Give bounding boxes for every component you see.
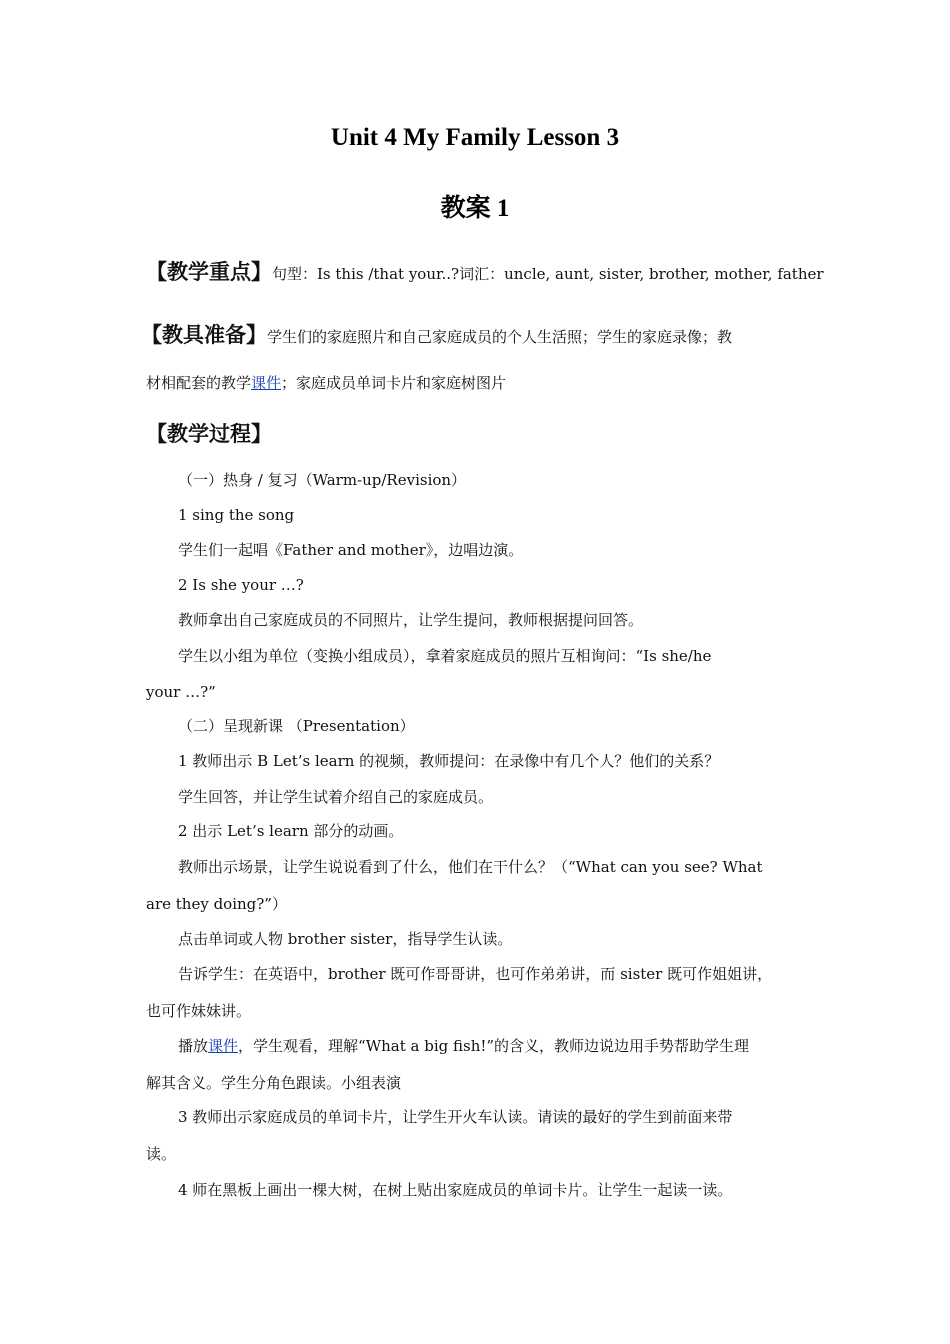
process-line: 学生回答，并让学生试着介绍自己的家庭成员。 bbox=[178, 788, 494, 806]
process-line: 也可作妹妹讲。 bbox=[146, 1002, 252, 1020]
teaching-process-heading: 【教学过程】 bbox=[146, 422, 272, 446]
process-line-rest: ，学生观看，理解“What a big fish!”的含义，教师边说边用手势帮助学生理 bbox=[238, 1037, 750, 1055]
process-line: 学生以小组为单位（变换小组成员），拿着家庭成员的照片互相询问：“Is she/he bbox=[178, 647, 712, 665]
process-line: are they doing?”） bbox=[146, 895, 287, 913]
document-title: Unit 4 My Family Lesson 3 bbox=[330, 124, 620, 151]
process-line: 读。 bbox=[146, 1145, 177, 1163]
process-line: 解其含义。学生分角色跟读。小组表演 bbox=[146, 1074, 402, 1092]
process-line: 2 Is she your …? bbox=[178, 576, 304, 594]
teaching-prep bbox=[141, 317, 801, 355]
prep-line2-text: 材相配套的教学 bbox=[146, 374, 252, 392]
process-line: 1 sing the song bbox=[178, 506, 295, 524]
document-subtitle: 教案 1 bbox=[440, 195, 510, 222]
process-line: 点击单词或人物 brother sister，指导学生认读。 bbox=[178, 930, 513, 948]
teaching-prep-line1: 学生们的家庭照片和自己家庭成员的个人生活照；学生的家庭录像；教 bbox=[267, 328, 733, 346]
teaching-focus-text: 句型：Is this /that your..?词汇：uncle, aunt, sister, brother, mother, father bbox=[272, 265, 824, 283]
teaching-focus-heading: 【教学重点】 bbox=[146, 260, 272, 284]
process-line: 2 出示 Let’s learn 部分的动画。 bbox=[178, 822, 404, 840]
process-line-text: 播放 bbox=[178, 1037, 209, 1055]
courseware-link[interactable]: 课件 bbox=[251, 374, 282, 392]
process-line bbox=[178, 1036, 749, 1056]
process-line: 学生们一起唱《Father and mother》，边唱边演。 bbox=[178, 541, 524, 559]
teaching-prep-line2 bbox=[146, 373, 506, 393]
process-line: （二）呈现新课 （Presentation） bbox=[178, 717, 415, 735]
process-line: 教师出示场景，让学生说说看到了什么，他们在干什么？（“What can you see? What bbox=[178, 858, 763, 876]
process-line: （一）热身 / 复习（Warm-up/Revision） bbox=[178, 471, 467, 489]
process-line: 教师拿出自己家庭成员的不同照片，让学生提问，教师根据提问回答。 bbox=[178, 611, 644, 629]
courseware-link[interactable]: 课件 bbox=[208, 1037, 239, 1055]
teaching-prep-heading: 【教具准备】 bbox=[141, 323, 267, 347]
process-line: 4 师在黑板上画出一棵大树，在树上贴出家庭成员的单词卡片。让学生一起读一读。 bbox=[178, 1181, 733, 1199]
teaching-focus bbox=[146, 254, 824, 292]
process-line: 3 教师出示家庭成员的单词卡片，让学生开火车认读。请读的最好的学生到前面来带 bbox=[178, 1108, 733, 1126]
process-line: 1 教师出示 B Let’s learn 的视频，教师提问：在录像中有几个人？他们的关系？ bbox=[178, 752, 720, 770]
process-line: 告诉学生：在英语中，brother 既可作哥哥讲，也可作弟弟讲，而 sister 既可作姐姐讲， bbox=[178, 965, 773, 983]
prep-line2-rest: ；家庭成员单词卡片和家庭树图片 bbox=[281, 374, 507, 392]
process-line: your …?” bbox=[146, 683, 216, 701]
